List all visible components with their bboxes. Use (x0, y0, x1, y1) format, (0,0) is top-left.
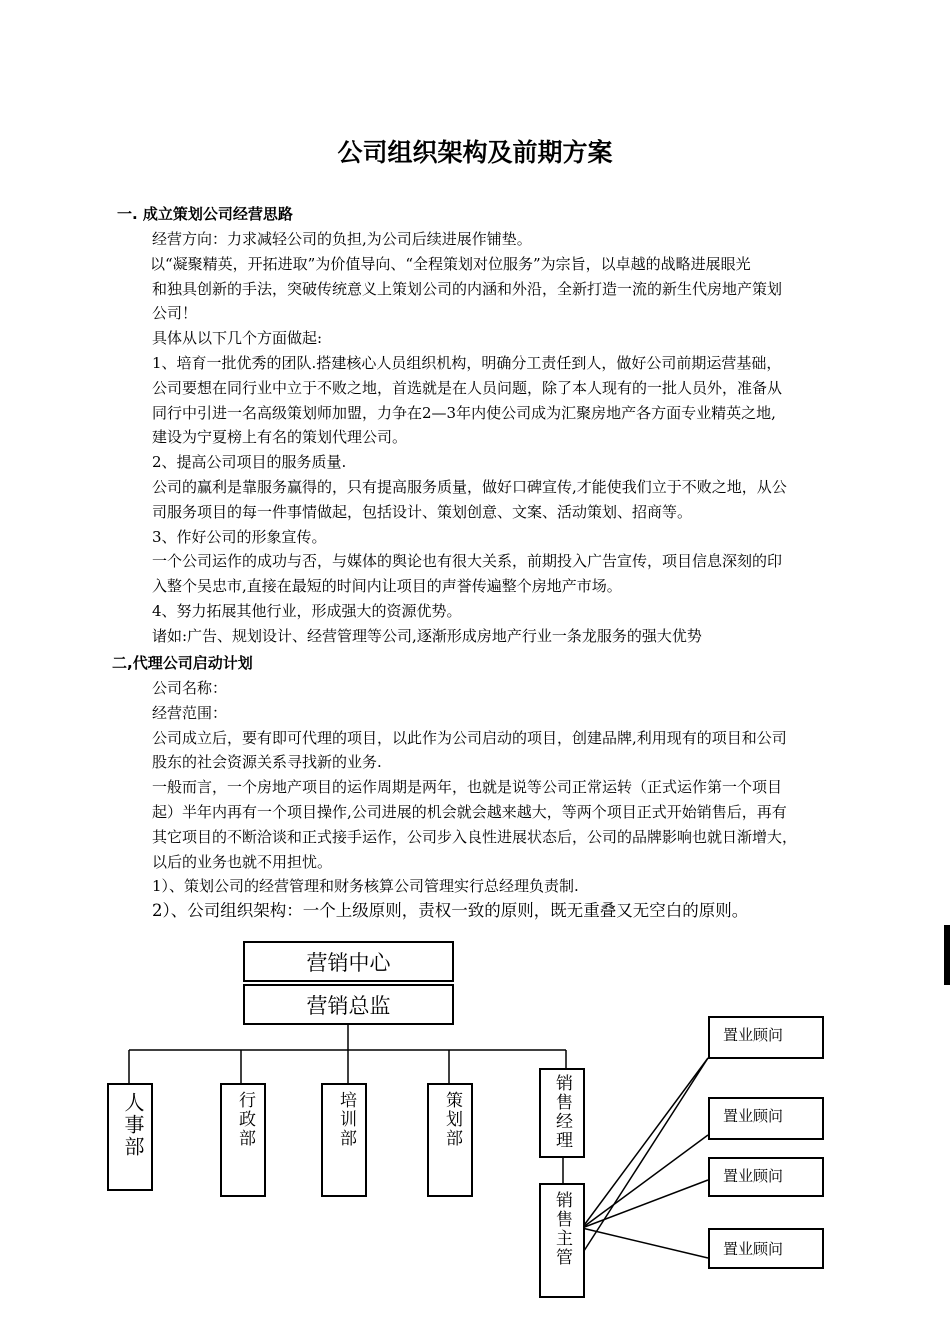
org-node-label: 置业顾问 (723, 1107, 784, 1125)
paragraph-line: 同行中引进一名高级策划师加盟，力争在2—3年内使公司成为汇聚房地产各方面专业精英之地, (152, 403, 776, 422)
connector-line (582, 1058, 708, 1228)
org-node-consultant (708, 1097, 824, 1140)
org-node-sales-manager (539, 1068, 585, 1158)
connector-line (582, 1228, 708, 1258)
paragraph-line: 经营范围： (152, 703, 228, 722)
org-node-label: 策划部 (442, 1091, 462, 1148)
org-node-department (427, 1083, 473, 1197)
org-node-label: 培训部 (336, 1091, 356, 1148)
section1-heading-text: 一. 成立策划公司经营思路 (117, 205, 293, 223)
connector-line (582, 1058, 708, 1254)
paragraph-line: 3、作好公司的形象宣传。 (152, 527, 327, 546)
org-node-consultant (708, 1228, 824, 1269)
org-node-label: 营销中心 (306, 950, 391, 975)
org-node-marketing-director (243, 984, 454, 1025)
paragraph-line: 建设为宁夏榜上有名的策划代理公司。 (152, 428, 408, 447)
org-node-marketing-center (243, 941, 454, 982)
paragraph-line: 其它项目的不断洽谈和正式接手运作，公司步入良性进展状态后，公司的品牌影响也就日渐增大， (152, 827, 798, 846)
org-node-label: 置业顾问 (723, 1026, 784, 1044)
org-node-department (107, 1083, 153, 1191)
paragraph-line: 具体从以下几个方面做起: (152, 329, 323, 348)
paragraph-line: 以后的业务也就不用担忧。 (152, 852, 333, 871)
org-node-department (220, 1083, 266, 1197)
org-node-label: 营销总监 (306, 993, 391, 1018)
paragraph-line: 1、培育一批优秀的团队.搭建核心人员组织机构，明确分工责任到人，做好公司前期运营基础， (152, 353, 782, 372)
org-node-consultant (708, 1157, 824, 1197)
connector-line (582, 1180, 708, 1228)
org-node-consultant (708, 1016, 824, 1059)
paragraph-line: 诸如:广告、规划设计、经营管理等公司,逐渐形成房地产行业一条龙服务的强大优势 (152, 626, 702, 645)
paragraph-line: 公司要想在同行业中立于不败之地，首选就是在人员问题，除了本人现有的一批人员外，准备从 (152, 378, 783, 397)
org-node-label: 人事部 (121, 1092, 145, 1158)
paragraph-line: 公司成立后，要有即可代理的项目，以此作为公司启动的项目，创建品牌,利用现有的项目和公司 (152, 728, 787, 747)
paragraph-line: 2、提高公司项目的服务质量. (152, 453, 347, 472)
paragraph-line: 和独具创新的手法，突破传统意义上策划公司的内涵和外沿，全新打造一流的新生代房地产策划 (152, 279, 783, 298)
paragraph-line: 一般而言，一个房地产项目的运作周期是两年，也就是说等公司正常运转（正式运作第一个项目 (152, 778, 783, 797)
paragraph-line: 以“凝聚精英，开拓进取”为价值导向、“全程策划对位服务”为宗旨，以卓越的战略进展眼光 (150, 254, 751, 273)
org-node-sales-supervisor (539, 1183, 585, 1298)
paragraph-line: 入整个吴忠市,直接在最短的时间内让项目的声誉传遍整个房地产市场。 (152, 577, 622, 596)
paragraph-line: 股东的社会资源关系寻找新的业务. (152, 753, 382, 772)
paragraph-line: 司服务项目的每一件事情做起，包括设计、策划创意、文案、活动策划、招商等。 (152, 502, 693, 521)
paragraph-line: 公司！ (152, 304, 198, 323)
paragraph-line: 4、努力拓展其他行业，形成强大的资源优势。 (152, 601, 462, 620)
paragraph-line: 经营方向：力求减轻公司的负担,为公司后续进展作铺垫。 (152, 230, 532, 248)
paragraph-line: 2）、公司组织架构：一个上级原则，责权一致的原则，既无重叠又无空白的原则。 (152, 901, 749, 921)
connector-line (582, 1135, 708, 1228)
paragraph-line: 起）半年内再有一个项目操作,公司进展的机会就会越来越大，等两个项目正式开始销售后，再有 (152, 802, 787, 821)
paragraph-line: 公司名称： (152, 679, 228, 697)
org-node-label: 行政部 (235, 1091, 255, 1148)
org-node-label: 置业顾问 (723, 1240, 784, 1258)
org-node-label: 置业顾问 (723, 1167, 784, 1185)
paragraph-line: 1）、策划公司的经营管理和财务核算公司管理实行总经理负责制. (152, 877, 579, 896)
page-title: 公司组织架构及前期方案 (337, 138, 613, 167)
org-node-label: 销售主管 (552, 1191, 572, 1267)
paragraph-line: 公司的赢利是靠服务赢得的，只有提高服务质量，做好口碑宣传,才能使我们立于不败之地，从公 (152, 477, 787, 496)
paragraph-line: 一个公司运作的成功与否，与媒体的舆论也有很大关系，前期投入广告宣传，项目信息深刻的印 (152, 552, 783, 571)
section2-heading: 二,代理公司启动计划 (112, 654, 253, 672)
org-node-department (321, 1083, 367, 1197)
page-edge-mark (944, 925, 950, 985)
org-node-label: 销售经理 (552, 1074, 572, 1150)
